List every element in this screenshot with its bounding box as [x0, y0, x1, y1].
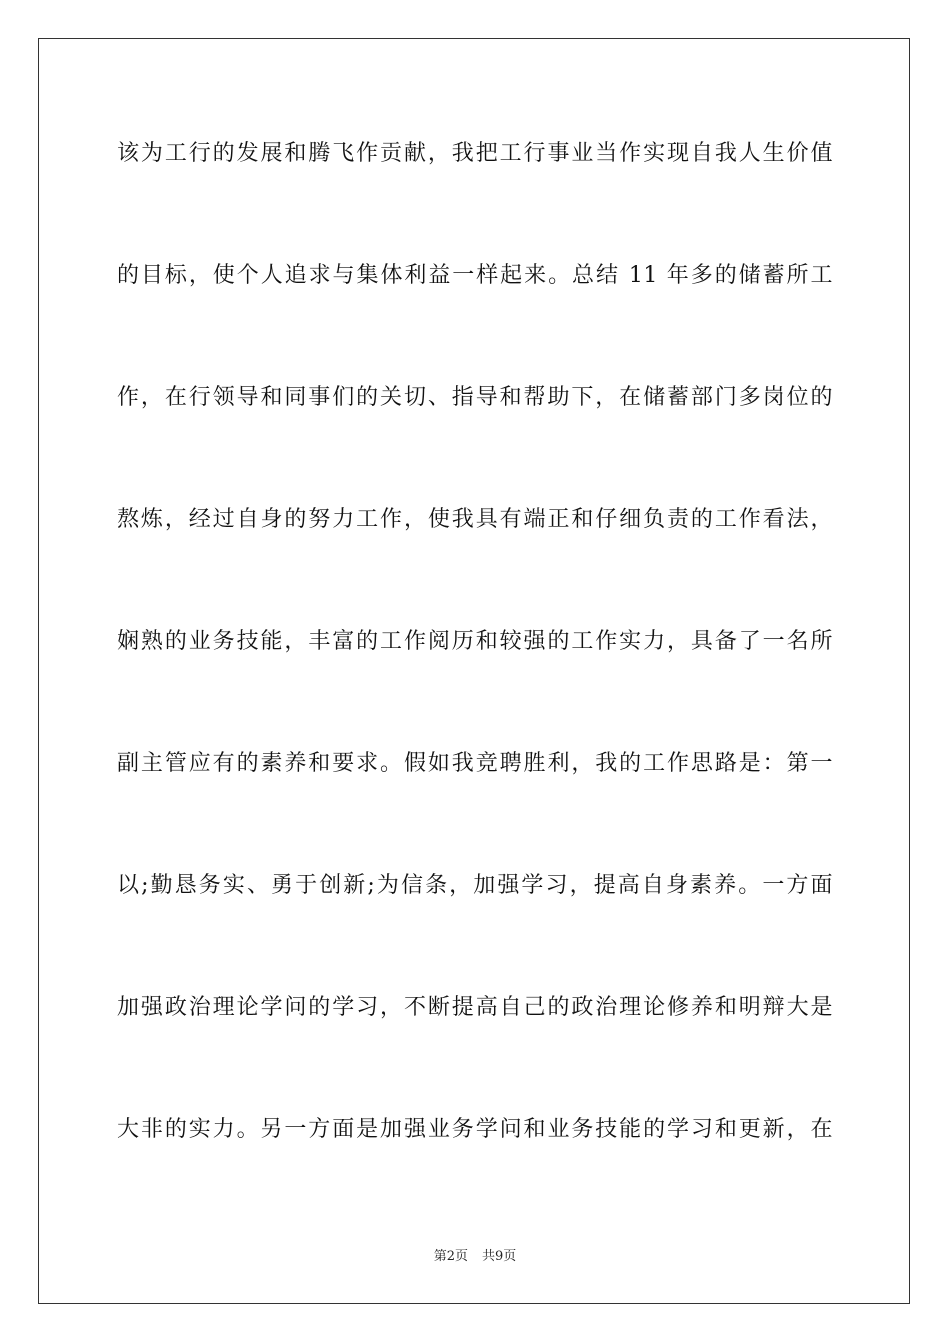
- text-line: 作，在行领导和同事们的关切、指导和帮助下，在储蓄部门多岗位的: [117, 385, 833, 410]
- text-line: 加强政治理论学问的学习，不断提高自己的政治理论修养和明辩大是: [117, 995, 833, 1020]
- text-line: 的目标，使个人追求与集体利益一样起来。总结 11 年多的储蓄所工: [117, 263, 833, 288]
- page-border: [38, 38, 910, 1304]
- text-line: 大非的实力。另一方面是加强业务学问和业务技能的学习和更新，在: [117, 1117, 833, 1142]
- text-line: 该为工行的发展和腾飞作贡献，我把工行事业当作实现自我人生价值: [117, 141, 833, 166]
- page-footer: [0, 1248, 950, 1266]
- text-line: 以;勤恳务实、勇于创新;为信条，加强学习，提高自身素养。一方面: [117, 873, 833, 898]
- text-line: 娴熟的业务技能，丰富的工作阅历和较强的工作实力，具备了一名所: [117, 629, 833, 654]
- text-line: 熬炼，经过自身的努力工作，使我具有端正和仔细负责的工作看法，: [117, 507, 833, 532]
- page-number: 第2页: [433, 1249, 468, 1264]
- total-pages: 共9页: [482, 1249, 517, 1264]
- text-line: 副主管应有的素养和要求。假如我竞聘胜利，我的工作思路是：第一: [117, 751, 833, 776]
